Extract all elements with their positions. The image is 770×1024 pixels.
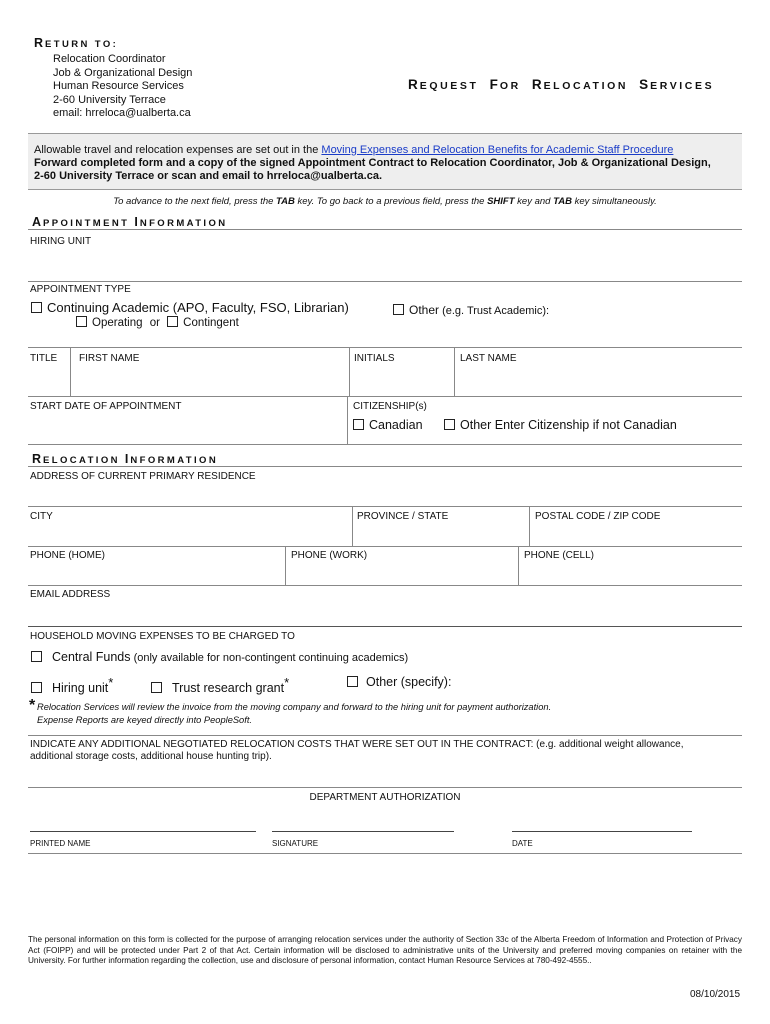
initials-label: INITIALS: [354, 353, 395, 364]
other-specify-checkbox[interactable]: [347, 676, 358, 687]
hiring-unit-label: HIRING UNIT: [30, 236, 92, 247]
continuing-academic-option[interactable]: Continuing Academic (APO, Faculty, FSO, Librarian): [31, 300, 349, 315]
central-funds-checkbox[interactable]: [31, 651, 42, 662]
form-title: REQUEST FOR RELOCATION SERVICES: [408, 77, 715, 92]
start-date-label: START DATE OF APPOINTMENT: [30, 401, 182, 412]
other-citizenship-checkbox[interactable]: [444, 419, 455, 430]
phone-work-label: PHONE (WORK): [291, 550, 368, 561]
address-label: ADDRESS OF CURRENT PRIMARY RESIDENCE: [30, 471, 256, 482]
printed-name-input[interactable]: [30, 812, 256, 830]
central-funds-option[interactable]: Central Funds (only available for non-contingent continuing academics): [31, 648, 408, 666]
citizenship-label: CITIZENSHIP(s): [353, 401, 427, 412]
relocation-section-heading: RELOCATION INFORMATION: [32, 452, 219, 466]
procedure-link[interactable]: Moving Expenses and Relocation Benefits for Academic Staff Procedure: [321, 144, 674, 156]
operating-contingent-options: Operating or Contingent: [76, 316, 239, 329]
return-address-line: 2-60 University Terrace: [53, 93, 166, 106]
canadian-option[interactable]: Canadian: [353, 418, 423, 432]
revision-date: 08/10/2015: [690, 989, 741, 1000]
other-specify-input[interactable]: [458, 673, 740, 691]
notice-line-2: Forward completed form and a copy of the signed Appointment Contract to Relocation Coordinator, Job & Organizational Design,: [34, 157, 711, 169]
phone-home-label: PHONE (HOME): [30, 550, 105, 561]
first-name-input[interactable]: [76, 368, 346, 392]
date-input[interactable]: [512, 812, 692, 830]
department-authorization-heading: DEPARTMENT AUTHORIZATION: [309, 792, 461, 803]
signature-label: SIGNATURE: [272, 839, 319, 848]
email-label: EMAIL ADDRESS: [30, 589, 111, 600]
hiring-unit-checkbox[interactable]: [31, 682, 42, 693]
hiring-unit-option[interactable]: Hiring unit*: [31, 675, 113, 695]
footnote-line-2: Expense Reports are keyed directly into PeopleSoft.: [37, 715, 252, 725]
city-label: CITY: [30, 511, 53, 522]
initials-input[interactable]: [354, 368, 450, 392]
last-name-input[interactable]: [460, 368, 740, 392]
notice-line-1: [34, 144, 673, 156]
first-name-label: FIRST NAME: [79, 353, 140, 364]
other-citizenship-option[interactable]: Other Enter Citizenship if not Canadian: [444, 418, 677, 432]
tab-hint: To advance to the next field, press the TAB key. To go back to a previous field, press the SHIFT key and TAB key simultaneously.: [113, 196, 657, 207]
footnote-line-1: Relocation Services will review the invoice from the moving company and forward to the hiring unit for payment authorization.: [37, 702, 552, 712]
date-label: DATE: [512, 839, 533, 848]
printed-name-label: PRINTED NAME: [30, 839, 91, 848]
return-address-line: Human Resource Services: [53, 80, 184, 92]
return-to-heading: RETURN TO:: [34, 36, 119, 50]
additional-costs-label: INDICATE ANY ADDITIONAL NEGOTIATED RELOCATION COSTS THAT WERE SET OUT IN THE CONTRACT: (e.g. additional weight allowance, additional storage costs, additional house hunting trip).: [30, 739, 684, 762]
other-appointment-option[interactable]: Other (e.g. Trust Academic):: [393, 301, 549, 319]
title-input[interactable]: [30, 368, 68, 392]
start-date-input[interactable]: [30, 416, 340, 440]
address-input[interactable]: [30, 485, 740, 505]
phone-home-input[interactable]: [30, 563, 280, 583]
postal-code-label: POSTAL CODE / ZIP CODE: [535, 511, 661, 522]
notice-line-3: 2-60 University Terrace or scan and email to hrreloca@ualberta.ca.: [34, 170, 383, 182]
title-label: TITLE: [30, 353, 58, 364]
appointment-type-label: APPOINTMENT TYPE: [30, 284, 131, 295]
moving-expenses-label: HOUSEHOLD MOVING EXPENSES TO BE CHARGED TO: [30, 631, 295, 642]
phone-cell-input[interactable]: [524, 563, 740, 583]
other-appointment-checkbox[interactable]: [393, 304, 404, 315]
province-input[interactable]: [357, 524, 525, 544]
email-input[interactable]: [30, 603, 740, 623]
phone-cell-label: PHONE (CELL): [524, 550, 595, 561]
return-email: email: hrreloca@ualberta.ca: [53, 107, 191, 119]
last-name-label: LAST NAME: [460, 353, 517, 364]
return-address-line: Relocation Coordinator: [53, 53, 166, 65]
notice-text: Allowable travel and relocation expenses are set out in the: [34, 144, 322, 156]
footnote-asterisk: *: [29, 697, 36, 714]
operating-checkbox[interactable]: [76, 316, 87, 327]
contingent-checkbox[interactable]: [167, 316, 178, 327]
privacy-statement: The personal information on this form is collected for the purpose of arranging relocation services under the authority of Section 33c of the Alberta Freedom of Information and Protection of Privacy Act (FOIPP) and will be protected under Part 2 of that Act. Certain information will be disclosed to administrative units of the University and preferred moving companies on retainer with the University. For further information regarding the collection, use and disclosure of personal information, contact Human Resource Services at 780-492-4555..: [28, 935, 742, 965]
postal-code-input[interactable]: [535, 524, 740, 544]
hiring-unit-input[interactable]: [30, 250, 740, 276]
return-address: [53, 53, 192, 121]
trust-grant-option[interactable]: Trust research grant*: [151, 675, 289, 695]
other-specify-option[interactable]: Other (specify):: [347, 675, 451, 689]
return-address-line: Job & Organizational Design: [53, 66, 193, 79]
appointment-section-heading: APPOINTMENT INFORMATION: [32, 215, 228, 229]
phone-work-input[interactable]: [291, 563, 515, 583]
canadian-checkbox[interactable]: [353, 419, 364, 430]
continuing-academic-checkbox[interactable]: [31, 302, 42, 313]
city-input[interactable]: [30, 524, 348, 544]
signature-input[interactable]: [272, 812, 454, 830]
trust-grant-checkbox[interactable]: [151, 682, 162, 693]
province-label: PROVINCE / STATE: [357, 511, 449, 522]
additional-costs-input[interactable]: [30, 765, 740, 785]
